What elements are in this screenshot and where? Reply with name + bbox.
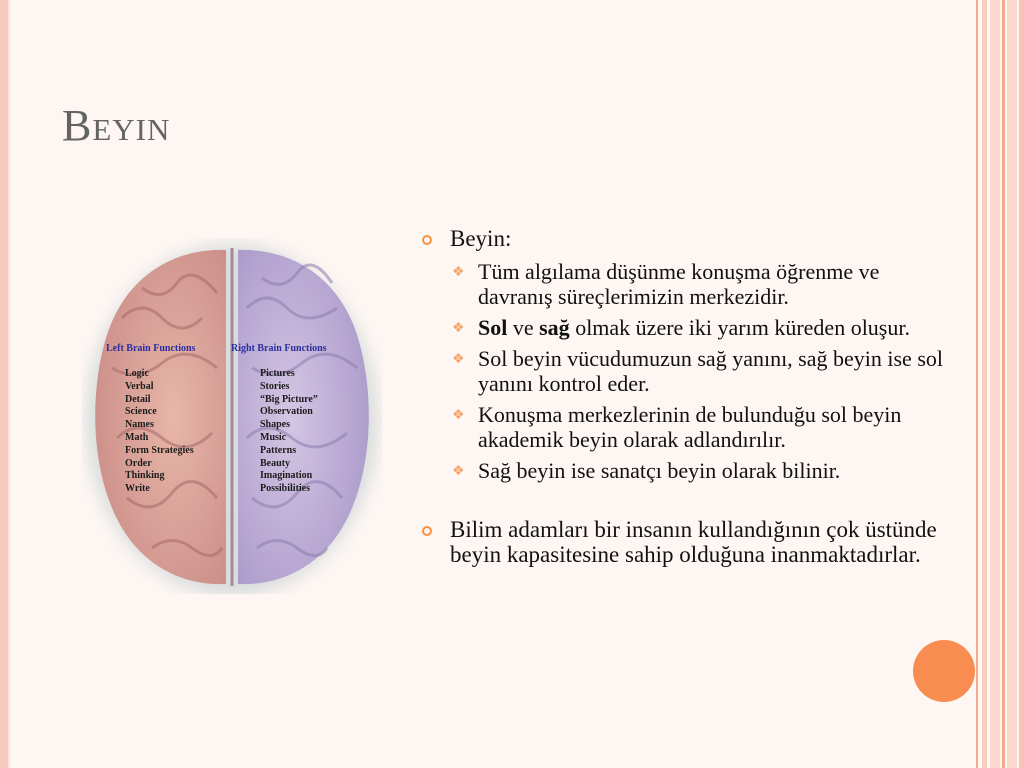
diamond-bullet-icon: ❖ xyxy=(452,265,465,280)
bullet-text: Bilim adamları bir insanın kullandığının çok üstünde beyin kapasitesine sahip olduğuna inanmaktadırlar. xyxy=(450,517,937,567)
list-item: Imagination xyxy=(260,470,313,482)
ring-bullet-icon xyxy=(422,526,432,536)
diamond-bullet-icon: ❖ xyxy=(452,464,465,479)
bold-text: Sol xyxy=(478,315,508,340)
sub-bullet-text: Tüm algılama düşünme konuşma öğrenme ve davranış süreçlerimizin merkezidir. xyxy=(478,259,880,309)
sub-bullet-item xyxy=(450,402,948,452)
list-item: Math xyxy=(125,431,149,443)
diamond-bullet-icon: ❖ xyxy=(452,352,465,367)
list-item: Order xyxy=(125,457,152,469)
list-item: Pictures xyxy=(260,368,295,379)
list-item: Write xyxy=(125,483,150,495)
left-border xyxy=(0,0,8,768)
left-brain-heading: Left Brain Functions xyxy=(106,343,196,354)
decorative-circle xyxy=(913,640,975,702)
list-item: Possibilities xyxy=(260,483,311,495)
list-item: Music xyxy=(260,431,287,443)
ring-bullet-icon xyxy=(422,235,432,245)
diamond-bullet-icon: ❖ xyxy=(452,408,465,423)
right-decorative-stripes xyxy=(976,0,1024,768)
sub-bullet-item xyxy=(450,346,948,396)
right-brain-functions xyxy=(260,368,318,496)
list-item: Observation xyxy=(260,406,313,418)
brain-illustration xyxy=(82,238,382,594)
sub-bullet-text: ve xyxy=(507,315,540,340)
list-item: Detail xyxy=(125,393,151,405)
sub-bullet-text: Sol beyin vücudumuzun sağ yanını, sağ beyin ise sol yanını kontrol eder. xyxy=(478,346,943,396)
sub-bullet-text: Sağ beyin ise sanatçı beyin olarak bilinir. xyxy=(478,458,841,483)
right-brain-heading: Right Brain Functions xyxy=(231,343,327,354)
bullet-item xyxy=(422,517,972,567)
slide-title: Beyin xyxy=(62,101,171,150)
list-item: Stories xyxy=(260,380,290,392)
bullet-text: Beyin: xyxy=(450,226,512,251)
list-item: Form Strategies xyxy=(125,444,194,456)
list-item: Science xyxy=(125,406,157,418)
list-item: Beauty xyxy=(260,457,290,469)
list-item: Shapes xyxy=(260,419,291,431)
sub-bullet-item xyxy=(450,259,948,309)
diamond-bullet-icon: ❖ xyxy=(452,321,465,336)
slide-content xyxy=(422,226,972,581)
left-brain-functions xyxy=(125,368,194,496)
bullet-item xyxy=(422,226,972,483)
bullet-list xyxy=(422,226,972,567)
sub-bullet-list xyxy=(450,259,972,483)
list-item: Verbal xyxy=(125,380,154,392)
list-item: Thinking xyxy=(125,470,165,482)
list-item: “Big Picture” xyxy=(260,393,318,405)
list-item: Logic xyxy=(125,368,149,379)
bold-text: sağ xyxy=(539,315,570,340)
sub-bullet-item xyxy=(450,315,948,340)
sub-bullet-text: olmak üzere iki yarım küreden oluşur. xyxy=(569,315,910,340)
list-item: Patterns xyxy=(260,444,297,456)
sub-bullet-text: Konuşma merkezlerinin de bulunduğu sol beyin akademik beyin olarak adlandırılır. xyxy=(478,402,902,452)
sub-bullet-item xyxy=(450,458,948,483)
list-item: Names xyxy=(125,419,154,431)
